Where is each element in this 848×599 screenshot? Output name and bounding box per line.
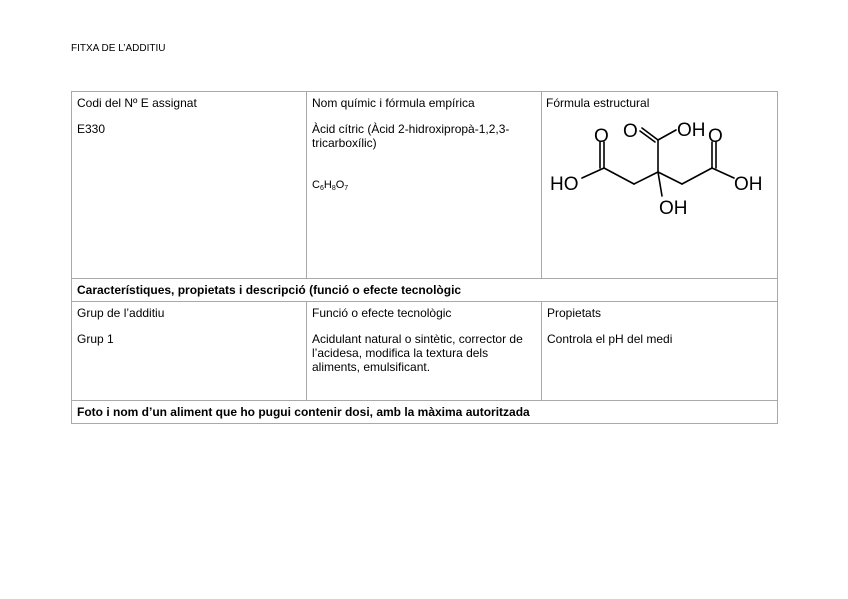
label-o-right: O: [708, 126, 723, 147]
properties-value: Controla el pH del medi: [547, 332, 673, 346]
characteristics-heading: Característiques, propietats i descripció (funció o efecte tecnològic: [72, 279, 778, 302]
label-oh-top: OH: [677, 120, 706, 141]
name-cell: [307, 92, 542, 279]
structure-header: Fórmula estructural: [546, 96, 650, 110]
label-o-left: O: [594, 126, 609, 147]
identification-row: [72, 92, 778, 279]
code-cell: [72, 92, 307, 279]
properties-row: [72, 302, 778, 401]
name-header: Nom químic i fórmula empírica: [312, 96, 475, 110]
empirical-formula: $C_6H_8O_7$: [312, 179, 349, 192]
function-cell: [307, 302, 542, 401]
photo-heading: Foto i nom d’un aliment que ho pugui contenir dosi, amb la màxima autoritzada: [72, 401, 778, 424]
properties-cell: [542, 302, 778, 401]
function-value: Acidulant natural o sintètic, corrector de l’acidesa, modifica la textura dels aliments, emulsificant.: [312, 332, 523, 374]
label-ho-left: HO: [550, 174, 579, 195]
label-o-top: O: [623, 121, 638, 142]
properties-header: Propietats: [547, 306, 602, 320]
code-header: Codi del Nº E assignat: [77, 96, 197, 110]
group-cell: [72, 302, 307, 401]
structure-cell: [542, 92, 778, 279]
code-value: E330: [77, 122, 106, 136]
function-header: Funció o efecte tecnològic: [312, 306, 452, 320]
document-title: FITXA DE L’ADDITIU: [71, 43, 166, 54]
characteristics-row: [72, 279, 778, 302]
group-value: Grup 1: [77, 332, 114, 346]
chemical-name: Àcid cítric (Àcid 2-hidroxipropà-1,2,3-tricarboxílic): [312, 122, 510, 150]
citric-acid-structure: [546, 112, 772, 222]
label-oh-right: OH: [734, 174, 763, 195]
additive-sheet-table: [71, 91, 778, 424]
photo-row: [72, 401, 778, 424]
group-header: Grup de l’additiu: [77, 306, 165, 320]
label-oh-center: OH: [659, 198, 688, 219]
